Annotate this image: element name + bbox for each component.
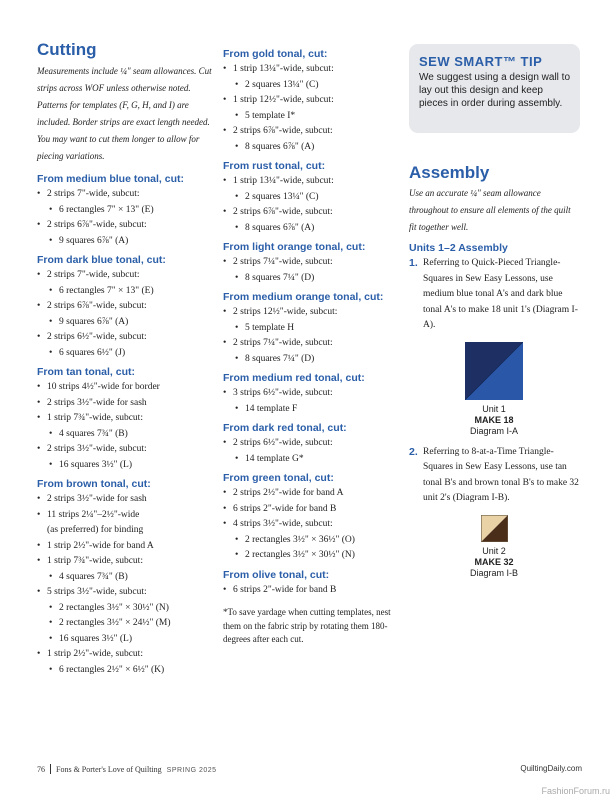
cut-item-text: 2 strips 6⅞"-wide, subcut: <box>233 126 333 136</box>
subcut-container <box>223 402 401 418</box>
fabric-heading: From medium orange tonal, cut: <box>223 291 384 303</box>
subcut-container <box>37 315 215 331</box>
season: SPRING 2025 <box>166 767 217 774</box>
cut-item <box>37 411 215 427</box>
cut-item-text: 2 strips 3½"-wide, subcut: <box>47 444 147 454</box>
cut-item <box>223 583 401 599</box>
subcut-list <box>47 570 215 586</box>
cut-item <box>223 255 401 271</box>
unit-2-make: MAKE 32 <box>474 556 514 567</box>
subcut-item: • 2 rectangles 3½" × 30½" (N) <box>47 601 215 617</box>
cut-item <box>37 380 215 396</box>
fabric-heading: From medium blue tonal, cut: <box>37 173 185 185</box>
footnote: *To save yardage when cutting templates, nest them on the fabric strip by rotating them 180-degrees after each cut. <box>223 607 391 644</box>
cutting-column-2 <box>223 46 401 647</box>
cut-list <box>223 386 401 417</box>
assembly-intro: Use an accurate ¼" seam allowance throughout to ensure all elements of the quilt fit together well. <box>409 188 571 232</box>
cut-item-text: 1 strip 2½"-wide for band A <box>47 540 154 551</box>
subcut-list <box>47 234 215 250</box>
subcut-item: • 2 rectangles 3½" × 24½" (M) <box>47 616 215 632</box>
cutting-groups-2 <box>223 46 401 598</box>
fabric-heading: From gold tonal, cut: <box>223 48 328 60</box>
cutting-intro: Measurements include ¼" seam allowances. Cut strips across WOF unless otherwise noted. Patterns for templates (F, G, H, and I) are included. Border strips are exact length needed. You may want to cut them longer to allow for piecing variations. <box>37 66 212 161</box>
subcut-container <box>223 271 401 287</box>
subcut-container <box>37 570 215 586</box>
subcut-item: • 4 squares 7¾" (B) <box>47 427 215 443</box>
cut-item-text: 1 strip 13¼"-wide, subcut: <box>233 176 334 186</box>
page-number: 76 <box>37 765 45 774</box>
cut-list <box>223 583 401 599</box>
cut-list <box>223 305 401 367</box>
subcut-list <box>233 533 401 564</box>
subcut-list <box>47 346 215 362</box>
cut-item <box>223 486 401 502</box>
step-2-text: Referring to 8-at-a-Time Triangle-Squares in Sew Easy Lessons, use tan tonal B's and brown tonal B's to make 32 unit 2's (Diagram I-B). <box>423 446 579 503</box>
subcut-item: • 2 rectangles 3½" × 36½" (O) <box>233 533 401 549</box>
unit-2-label: Unit 2 <box>482 545 506 556</box>
subcut-item: • 2 rectangles 3½" × 30½" (N) <box>233 548 401 564</box>
cut-item <box>37 396 215 412</box>
cut-item <box>223 174 401 190</box>
unit-1-block <box>465 342 523 400</box>
cut-item <box>37 330 215 346</box>
publication-name: Fons & Porter's Love of Quilting <box>56 765 162 774</box>
cut-item-text: 2 strips 7¼"-wide, subcut: <box>233 338 333 348</box>
fabric-heading: From brown tonal, cut: <box>37 478 151 490</box>
cut-list <box>223 62 401 155</box>
subcut-list <box>233 321 401 337</box>
cut-item-text: 2 strips 3½"-wide for sash <box>47 397 147 408</box>
cut-item <box>37 442 215 458</box>
cut-item-text: 2 strips 7¼"-wide, subcut: <box>233 257 333 267</box>
cut-item-text: 3 strips 6½"-wide, subcut: <box>233 388 333 398</box>
subcut-container <box>223 321 401 337</box>
subcut-item: • 9 squares 6⅞" (A) <box>47 315 215 331</box>
subcut-item: • 2 squares 13¼" (C) <box>233 190 401 206</box>
cut-item-text: 1 strip 13¼"-wide, subcut: <box>233 64 334 74</box>
assembly-steps-2 <box>409 445 579 507</box>
tip-title: SEW SMART™ TIP <box>419 54 543 69</box>
cut-item-text: 2 strips 6⅞"-wide, subcut: <box>47 220 147 230</box>
subcut-item: • 2 squares 13¼" (C) <box>233 78 401 94</box>
cut-item-text: 2 strips 6½"-wide, subcut: <box>233 438 333 448</box>
fabric-heading: From green tonal, cut: <box>223 472 334 484</box>
cut-item <box>37 492 215 508</box>
subcut-item: • 4 squares 7¾" (B) <box>47 570 215 586</box>
cut-item-text: 6 strips 2"-wide for band B <box>233 503 337 514</box>
subcut-item: • 8 squares 7¼" (D) <box>233 352 401 368</box>
cutting-title: Cutting <box>37 40 97 59</box>
cut-item <box>37 554 215 570</box>
cut-item <box>223 93 401 109</box>
subcut-container <box>37 203 215 219</box>
cut-list <box>37 187 215 249</box>
cut-item <box>223 386 401 402</box>
cut-item <box>37 218 215 234</box>
subcut-container <box>37 663 215 679</box>
subcut-list <box>233 190 401 206</box>
cut-item-text: 2 strips 6⅞"-wide, subcut: <box>47 301 147 311</box>
cut-list <box>223 174 401 236</box>
cut-item-text: 5 strips 3½"-wide, subcut: <box>47 587 147 597</box>
cut-item-text: 11 strips 2¼"–2½"-wide <box>47 509 140 520</box>
subcut-container <box>37 346 215 362</box>
subcut-container <box>37 234 215 250</box>
assembly-section <box>409 163 579 587</box>
subcut-list <box>47 663 215 679</box>
subcut-item: • 8 squares 6⅞" (A) <box>233 221 401 237</box>
subcut-list <box>233 271 401 287</box>
cut-item <box>37 585 215 601</box>
cut-list <box>223 486 401 564</box>
subcut-container <box>37 458 215 474</box>
fabric-heading: From dark blue tonal, cut: <box>37 254 166 266</box>
cut-item <box>37 187 215 203</box>
cut-item <box>223 517 401 533</box>
unit-1-label: Unit 1 <box>482 403 506 414</box>
diagram-i-a-label: Diagram I-A <box>469 425 518 436</box>
subcut-item: • 6 rectangles 7" × 13" (E) <box>47 284 215 300</box>
subcut-list <box>47 284 215 300</box>
subcut-list <box>47 315 215 331</box>
subcut-list <box>233 352 401 368</box>
fabric-heading: From olive tonal, cut: <box>223 568 330 581</box>
subcut-item: • 8 squares 6⅞" (A) <box>233 140 401 156</box>
diagram-i-b <box>409 515 579 579</box>
subcut-container <box>223 109 401 125</box>
cut-list <box>37 268 215 361</box>
subcut-item: • 8 squares 7¼" (D) <box>233 271 401 287</box>
subcut-container <box>223 452 401 468</box>
cut-list <box>37 492 215 678</box>
step-1 <box>409 256 579 334</box>
subcut-list <box>233 452 401 468</box>
fabric-heading: From tan tonal, cut: <box>37 366 135 378</box>
subcut-list <box>47 427 215 443</box>
step-2-number: 2. <box>409 445 418 458</box>
fabric-heading: From dark red tonal, cut: <box>223 422 347 434</box>
cut-list <box>37 380 215 473</box>
subcut-container <box>37 427 215 443</box>
cut-item <box>223 336 401 352</box>
cut-item-text: 2 strips 7"-wide, subcut: <box>47 270 140 280</box>
cut-item <box>37 539 215 555</box>
cut-item-text: 2 strips 7"-wide, subcut: <box>47 189 140 199</box>
subcut-list <box>233 78 401 94</box>
subcut-item: • 16 squares 3½" (L) <box>47 458 215 474</box>
cut-item <box>223 62 401 78</box>
cut-item <box>37 299 215 315</box>
subcut-list <box>47 601 215 648</box>
sew-smart-tip <box>409 44 580 133</box>
cut-item <box>223 124 401 140</box>
watermark: FashionForum.ru <box>541 786 610 796</box>
fabric-heading: From light orange tonal, cut: <box>223 241 366 253</box>
diagram-i-b-label: Diagram I-B <box>469 567 518 578</box>
cut-item-text: 2 strips 2½"-wide for band A <box>233 488 344 498</box>
subcut-item: • 14 template G* <box>233 452 401 468</box>
cut-item-text: 1 strip 7¾"-wide, subcut: <box>47 413 143 423</box>
subcut-item: • 6 rectangles 7" × 13" (E) <box>47 203 215 219</box>
website: QuiltingDaily.com <box>520 764 582 773</box>
tip-text: We suggest using a design wall to lay out this design and keep pieces in order during assembly. <box>419 72 571 109</box>
subcut-list <box>233 221 401 237</box>
cutting-column-1 <box>37 40 215 681</box>
cut-item-continuation: (as preferred) for binding <box>47 525 144 535</box>
cut-item-text: 1 strip 7¾"-wide, subcut: <box>47 556 143 566</box>
subcut-list <box>47 203 215 219</box>
footer-left <box>37 764 217 774</box>
subcut-container <box>223 352 401 368</box>
cut-item-text: 6 strips 2"-wide for band B <box>233 584 337 595</box>
assembly-steps <box>409 256 579 334</box>
cut-item-text: 2 strips 12½"-wide, subcut: <box>233 307 338 317</box>
subcut-list <box>233 402 401 418</box>
subcut-container <box>223 78 401 94</box>
cut-list <box>223 436 401 467</box>
subcut-item: • 9 squares 6⅞" (A) <box>47 234 215 250</box>
cut-item-text: 1 strip 12½"-wide, subcut: <box>233 95 334 105</box>
cut-item <box>223 436 401 452</box>
fabric-heading: From medium red tonal, cut: <box>223 372 365 384</box>
subcut-item: • 5 template H <box>233 321 401 337</box>
fabric-heading: From rust tonal, cut: <box>223 160 326 172</box>
cut-item-text: 1 strip 2½"-wide, subcut: <box>47 649 143 659</box>
cut-list <box>223 255 401 286</box>
diagram-i-a <box>409 342 579 437</box>
cut-item <box>223 305 401 321</box>
subcut-item: • 6 squares 6½" (J) <box>47 346 215 362</box>
cutting-groups-1 <box>37 171 215 678</box>
cut-item <box>37 268 215 284</box>
units-subheading: Units 1–2 Assembly <box>409 242 508 254</box>
subcut-item: • 6 rectangles 2½" × 6½" (K) <box>47 663 215 679</box>
cut-item <box>223 205 401 221</box>
subcut-list <box>233 140 401 156</box>
step-2 <box>409 445 579 507</box>
cut-item-text: 4 strips 3½"-wide, subcut: <box>233 519 333 529</box>
cut-item-text: 2 strips 6⅞"-wide, subcut: <box>233 207 333 217</box>
subcut-item: • 5 template I* <box>233 109 401 125</box>
subcut-list <box>47 458 215 474</box>
cut-item <box>37 508 215 524</box>
cut-item <box>37 647 215 663</box>
cut-item-text: 2 strips 6½"-wide, subcut: <box>47 332 147 342</box>
subcut-container <box>223 221 401 237</box>
assembly-title: Assembly <box>409 163 490 182</box>
subcut-container <box>223 140 401 156</box>
subcut-list <box>233 109 401 125</box>
unit-1-make: MAKE 18 <box>474 414 514 425</box>
step-1-number: 1. <box>409 257 418 269</box>
subcut-container <box>37 601 215 648</box>
step-1-text: Referring to Quick-Pieced Triangle-Squares in Sew Easy Lessons, use medium blue tonal A's and dark blue tonal A's to make 18 unit 1's (Diagram I-A). <box>423 258 578 330</box>
unit-2-block <box>481 515 508 542</box>
subcut-item: • 14 template F <box>233 402 401 418</box>
cut-item <box>223 502 401 518</box>
subcut-container <box>37 284 215 300</box>
subcut-container <box>223 533 401 564</box>
cut-item-text: 2 strips 3½"-wide for sash <box>47 494 147 504</box>
subcut-container <box>223 190 401 206</box>
subcut-item: • 16 squares 3½" (L) <box>47 632 215 648</box>
cut-item-text: 10 strips 4½"-wide for border <box>47 382 160 392</box>
